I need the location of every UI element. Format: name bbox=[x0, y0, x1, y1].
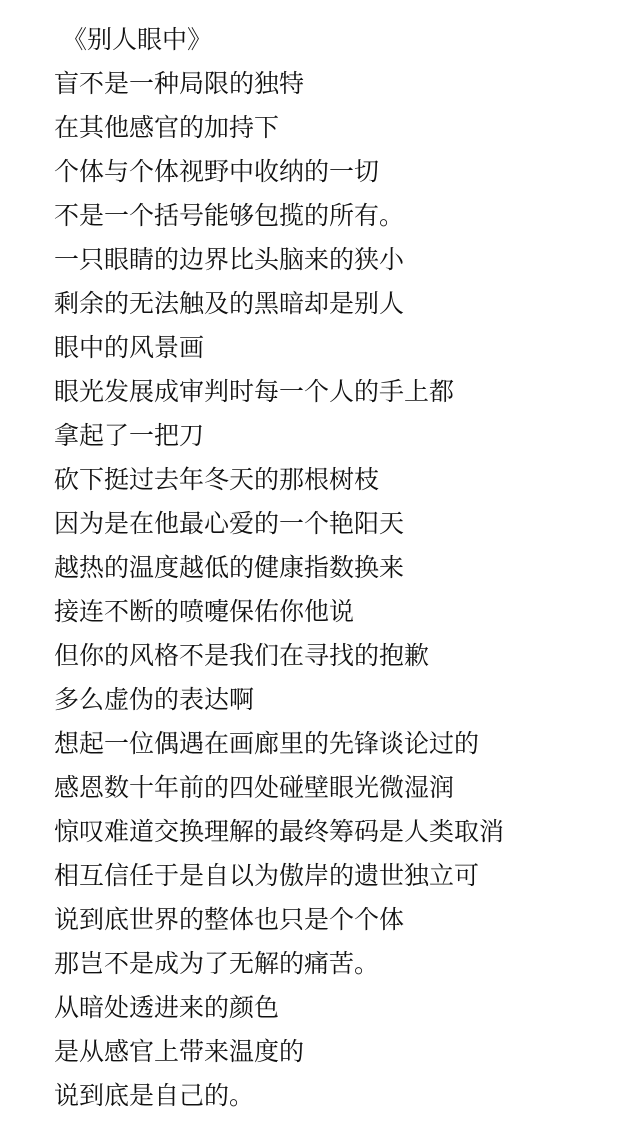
poem-line: 拿起了一把刀 bbox=[54, 421, 205, 450]
poem-line: 砍下挺过去年冬天的那根树枝 bbox=[54, 465, 380, 494]
poem-line: 感恩数十年前的四处碰壁眼光微湿润 bbox=[54, 773, 455, 802]
poem-line: 眼中的风景画 bbox=[54, 333, 205, 362]
poem-line: 是从感官上带来温度的 bbox=[54, 1037, 305, 1066]
poem bbox=[54, 18, 614, 1118]
poem-line: 眼光发展成审判时每一个人的手上都 bbox=[54, 377, 455, 406]
poem-line: 从暗处透进来的颜色 bbox=[54, 993, 280, 1022]
poem-line: 盲不是一种局限的独特 bbox=[54, 69, 305, 98]
poem-line: 惊叹难道交换理解的最终筹码是人类取消 bbox=[54, 817, 505, 846]
poem-line: 说到底世界的整体也只是个个体 bbox=[54, 905, 405, 934]
poem-title: 《别人眼中》 bbox=[62, 25, 213, 54]
poem-line: 但你的风格不是我们在寻找的抱歉 bbox=[54, 641, 430, 670]
poem-line: 因为是在他最心爱的一个艳阳天 bbox=[54, 509, 405, 538]
poem-line: 想起一位偶遇在画廊里的先锋谈论过的 bbox=[54, 729, 480, 758]
poem-line: 说到底是自己的。 bbox=[54, 1081, 255, 1110]
poem-line: 个体与个体视野中收纳的一切 bbox=[54, 157, 380, 186]
poem-line: 那岂不是成为了无解的痛苦。 bbox=[54, 949, 380, 978]
poem-line: 在其他感官的加持下 bbox=[54, 113, 280, 142]
poem-line: 剩余的无法触及的黑暗却是别人 bbox=[54, 289, 405, 318]
poem-line: 不是一个括号能够包揽的所有。 bbox=[54, 201, 405, 230]
poem-line: 一只眼睛的边界比头脑来的狭小 bbox=[54, 245, 405, 274]
poem-line: 越热的温度越低的健康指数换来 bbox=[54, 553, 405, 582]
poem-line: 接连不断的喷嚏保佑你他说 bbox=[54, 597, 355, 626]
poem-line: 相互信任于是自以为傲岸的遗世独立可 bbox=[54, 861, 480, 890]
poem-line: 多么虚伪的表达啊 bbox=[54, 685, 255, 714]
